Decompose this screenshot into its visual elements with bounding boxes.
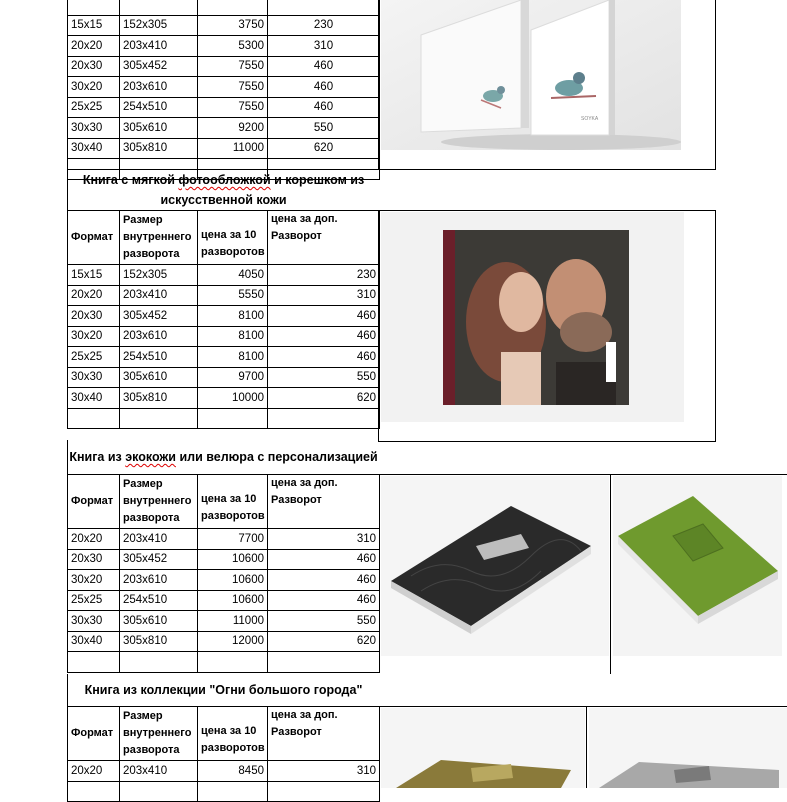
table-row [68,306,380,327]
cell-extra-price: 550 [268,118,380,139]
cell-size: 305x610 [120,611,198,632]
cell-size: 305x810 [120,138,198,159]
table-row-empty [68,652,380,673]
cell-format: 20x30 [68,56,120,77]
price-table-1 [67,0,380,180]
section-title-2: Книга с мягкой фотообложкой и корешком из искусственной кожи [67,169,379,210]
header-price10: цена за 10 разворотов [198,475,268,529]
cell-size: 203x610 [120,570,198,591]
header-size: Размер внутреннего разворота [120,707,198,761]
cell-size: 203x410 [120,529,198,550]
table-header-row [68,475,380,529]
image-divider-3 [610,474,611,674]
book-brand-text: SOYKA [581,116,599,122]
cell-format: 15x15 [68,265,120,286]
cell-price10: 5300 [198,36,268,57]
section-title-3: Книга из экокожи или велюра с персонализацией [67,440,379,474]
cell-extra-price: 550 [268,367,380,388]
table-row [68,761,380,782]
cell-format: 30x20 [68,77,120,98]
header-price10: цена за 10 разворотов [198,707,268,761]
cell-size: 203x410 [120,761,198,782]
cell-format: 20x20 [68,529,120,550]
header-size: Размер внутреннего разворота [120,475,198,529]
cell-format: 30x40 [68,631,120,652]
cell-extra-price: 230 [268,15,380,36]
cell-format: 25x25 [68,97,120,118]
cell-extra-price: 310 [268,36,380,57]
cell-price10: 4050 [198,265,268,286]
cell-extra-price: 460 [268,77,380,98]
cell-format: 20x20 [68,285,120,306]
cell-price10: 11000 [198,138,268,159]
table-header-cut [68,0,380,15]
cell-format: 30x20 [68,570,120,591]
cell-extra-price: 620 [268,138,380,159]
cell-price10: 12000 [198,631,268,652]
cell-extra-price: 310 [268,529,380,550]
table-row [68,138,380,159]
cell-extra-price: 460 [268,306,380,327]
cell-price10: 8450 [198,761,268,782]
cell-size: 152x305 [120,15,198,36]
cell-extra-price: 310 [268,761,380,782]
cell-extra-price: 620 [268,631,380,652]
cell-extra-price: 460 [268,56,380,77]
cell-extra-price: 460 [268,347,380,368]
section-title-4: Книга из коллекции "Огни большого города" [67,674,379,706]
table-row [68,118,380,139]
cell-extra-price: 460 [268,590,380,611]
cell-price10: 8100 [198,306,268,327]
cell-price10: 5550 [198,285,268,306]
cell-extra-price: 460 [268,549,380,570]
table-row [68,611,380,632]
cell-size: 305x610 [120,367,198,388]
cell-format: 20x20 [68,36,120,57]
table-row [68,36,380,57]
cell-price10: 10600 [198,570,268,591]
cell-size: 305x452 [120,306,198,327]
cell-price10: 8100 [198,326,268,347]
cell-extra-price: 460 [268,570,380,591]
table-row [68,367,380,388]
cell-size: 203x410 [120,285,198,306]
photobook-couple-photo [381,212,684,422]
table-row [68,388,380,409]
cell-format: 30x40 [68,138,120,159]
cell-size: 152x305 [120,265,198,286]
table-row [68,285,380,306]
cell-price10: 7550 [198,56,268,77]
table-row-empty [68,408,380,429]
cell-size: 305x810 [120,631,198,652]
cell-size: 305x452 [120,56,198,77]
cell-format: 20x30 [68,306,120,327]
cell-format: 30x20 [68,326,120,347]
photobook-gold-photo [381,708,585,788]
cell-format: 30x30 [68,367,120,388]
header-extra-price: цена за доп. Разворот [268,707,380,761]
cell-price10: 7550 [198,77,268,98]
header-format: Формат [68,707,120,761]
cell-price10: 10600 [198,549,268,570]
table-header-row [68,707,380,761]
price-table-2 [67,210,380,429]
photobook-silver-photo [589,708,787,788]
cell-extra-price: 460 [268,326,380,347]
cell-size: 254x510 [120,347,198,368]
header-format: Формат [68,211,120,265]
cell-size: 203x610 [120,326,198,347]
cell-extra-price: 310 [268,285,380,306]
cell-format: 25x25 [68,590,120,611]
cell-size: 203x410 [120,36,198,57]
cell-price10: 8100 [198,347,268,368]
cell-size: 254x510 [120,590,198,611]
table-row [68,570,380,591]
table-row [68,549,380,570]
header-extra-price: цена за доп. Разворот [268,211,380,265]
cell-size: 305x452 [120,549,198,570]
table-row [68,77,380,98]
cell-format: 20x30 [68,549,120,570]
cell-size: 203x610 [120,77,198,98]
table-row [68,631,380,652]
table-header-row [68,211,380,265]
table-row [68,590,380,611]
cell-extra-price: 230 [268,265,380,286]
cell-price10: 10000 [198,388,268,409]
table-row-empty [68,781,380,802]
cell-extra-price: 550 [268,611,380,632]
photobook-black-ecoleather-photo [381,476,609,656]
table-row [68,56,380,77]
cell-size: 254x510 [120,97,198,118]
cell-price10: 7550 [198,97,268,118]
cell-size: 305x610 [120,118,198,139]
table-row [68,347,380,368]
cell-price10: 9200 [198,118,268,139]
header-extra-price: цена за доп. Разворот [268,475,380,529]
cell-extra-price: 460 [268,97,380,118]
cell-extra-price: 620 [268,388,380,409]
table-row [68,97,380,118]
cell-size: 305x810 [120,388,198,409]
cell-format: 30x40 [68,388,120,409]
table-row [68,326,380,347]
price-table-3 [67,474,380,673]
table-row [68,265,380,286]
image-divider-4 [586,706,587,788]
cell-price10: 10600 [198,590,268,611]
cell-format: 15x15 [68,15,120,36]
cell-price10: 3750 [198,15,268,36]
header-price10: цена за 10 разворотов [198,211,268,265]
cell-price10: 11000 [198,611,268,632]
cell-format: 30x30 [68,611,120,632]
header-format: Формат [68,475,120,529]
table-row [68,529,380,550]
cell-price10: 7700 [198,529,268,550]
photobook-white-bird-photo [381,0,681,150]
header-size: Размер внутреннего разворота [120,211,198,265]
cell-format: 30x30 [68,118,120,139]
cell-format: 25x25 [68,347,120,368]
photobook-green-velour-photo [613,476,782,656]
cell-price10: 9700 [198,367,268,388]
cell-format: 20x20 [68,761,120,782]
table-row [68,15,380,36]
